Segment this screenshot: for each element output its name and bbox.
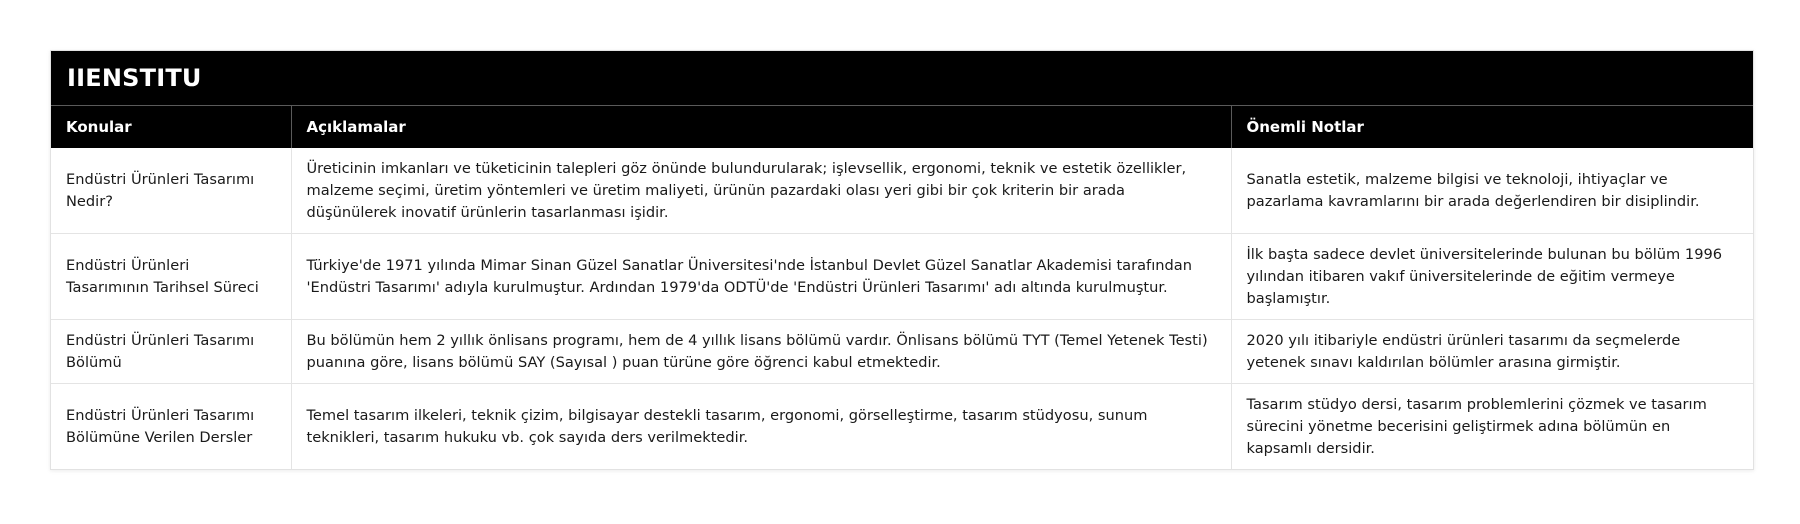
cell-topic: Endüstri Ürünleri Tasarımı Bölümü [51,320,291,384]
cell-description: Türkiye'de 1971 yılında Mimar Sinan Güzel Sanatlar Üniversitesi'nde İstanbul Devlet Güzel Sanatlar Akademisi tarafından 'Endüstri Tasarımı' adıyla kurulmuştur. Ardından 1979'da ODTÜ'de 'Endüstri Ürünleri Tasarımı' adı altında kurulmuştur. [291,234,1231,320]
table-row [51,234,1753,320]
column-header-descriptions: Açıklamalar [291,106,1231,149]
info-table-card [50,50,1754,470]
cell-description: Üreticinin imkanları ve tüketicinin talepleri göz önünde bulundurularak; işlevsellik, ergonomi, teknik ve estetik özellikler, malzeme seçimi, üretim yöntemleri ve üretim maliyeti, ürünün pazardaki olası yeri gibi bir çok kriterin bir arada düşünülerek inovatif ürünlerin tasarlanması işidir. [291,148,1231,234]
info-table [51,105,1753,469]
table-row [51,320,1753,384]
brand-title: IIENSTITU [51,51,1753,105]
cell-topic: Endüstri Ürünleri Tasarımı Bölümüne Verilen Dersler [51,384,291,470]
cell-topic: Endüstri Ürünleri Tasarımı Nedir? [51,148,291,234]
cell-topic: Endüstri Ürünleri Tasarımının Tarihsel Süreci [51,234,291,320]
table-row [51,148,1753,234]
cell-description: Temel tasarım ilkeleri, teknik çizim, bilgisayar destekli tasarım, ergonomi, görselleştirme, tasarım stüdyosu, sunum teknikleri, tasarım hukuku vb. çok sayıda ders verilmektedir. [291,384,1231,470]
cell-description: Bu bölümün hem 2 yıllık önlisans programı, hem de 4 yıllık lisans bölümü vardır. Önlisans bölümü TYT (Temel Yetenek Testi) puanına göre, lisans bölümü SAY (Sayısal ) puan türüne göre öğrenci kabul etmektedir. [291,320,1231,384]
cell-note: Sanatla estetik, malzeme bilgisi ve teknoloji, ihtiyaçlar ve pazarlama kavramlarını bir arada değerlendiren bir disiplindir. [1231,148,1753,234]
cell-note: Tasarım stüdyo dersi, tasarım problemlerini çözmek ve tasarım sürecini yönetme becerisini geliştirmek adına bölümün en kapsamlı dersidir. [1246,396,1707,457]
table-row [51,384,1753,470]
cell-note: İlk başta sadece devlet üniversitelerinde bulunan bu bölüm 1996 yılından itibaren vakıf üniversitelerinde de eğitim vermeye başlamıştır. [1231,234,1753,320]
cell-note: 2020 yılı itibariyle endüstri ürünleri tasarımı da seçmelerde yetenek sınavı kaldırılan bölümler arasına girmiştir. [1231,320,1753,384]
table-header-row [51,106,1753,149]
column-header-notes: Önemli Notlar [1231,106,1753,149]
column-header-topics: Konular [51,106,291,149]
